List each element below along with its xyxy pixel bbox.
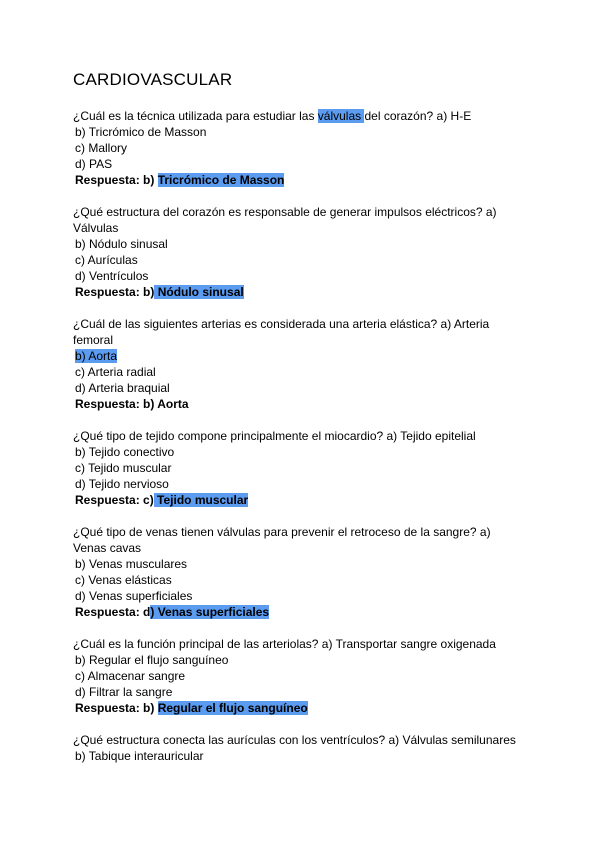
question-text: ¿Cuál de las siguientes arterias es considerada una arteria elástica? a) Arteria xyxy=(73,317,490,331)
option-c: c) Tejido muscular xyxy=(75,461,172,475)
answer-line: Respuesta: c) Tejido muscular xyxy=(75,493,249,507)
question-block xyxy=(73,316,540,412)
question-text-cont: Venas cavas xyxy=(73,541,142,555)
highlighted-option: b) Aorta xyxy=(75,349,118,363)
highlighted-answer: Tricrómico de Masson xyxy=(157,173,285,187)
question-text: ¿Qué tipo de venas tienen válvulas para prevenir el retroceso de la sangre? a) xyxy=(73,525,491,539)
question-block xyxy=(73,524,540,620)
option-c: c) Venas elásticas xyxy=(75,573,172,587)
option-c: c) Almacenar sangre xyxy=(75,669,186,683)
option-c: c) Arteria radial xyxy=(75,365,156,379)
question-text: ¿Qué tipo de tejido compone principalmente el miocardio? a) Tejido epitelial xyxy=(73,429,476,443)
option-d: d) Ventrículos xyxy=(75,269,149,283)
highlighted-answer: ) Venas superficiales xyxy=(150,605,270,619)
option-b: b) Regular el flujo sanguíneo xyxy=(75,653,229,667)
answer-line: Respuesta: b) Aorta xyxy=(75,397,189,411)
question-block xyxy=(73,428,540,508)
option-d: d) Tejido nervioso xyxy=(75,477,169,491)
question-text-cont: Válvulas xyxy=(73,221,119,235)
question-text: ¿Cuál es la técnica utilizada para estudiar las válvulas del corazón? a) H-E xyxy=(73,109,472,123)
option-b: b) Nódulo sinusal xyxy=(75,237,168,251)
option-b xyxy=(73,348,540,364)
highlighted-answer: Tejido muscular xyxy=(153,493,249,507)
answer-line: Respuesta: b) Regular el flujo sanguíneo xyxy=(75,701,308,715)
option-b: b) Tricrómico de Masson xyxy=(75,125,207,139)
highlighted-text: válvulas xyxy=(317,109,365,123)
highlighted-answer: Nódulo sinusal xyxy=(154,285,244,299)
option-b: b) Venas musculares xyxy=(75,557,188,571)
option-c: c) Mallory xyxy=(75,141,128,155)
highlighted-answer: Regular el flujo sanguíneo xyxy=(157,701,308,715)
question-block xyxy=(73,636,540,716)
document-title: CARDIOVASCULAR xyxy=(73,70,233,89)
question-text: ¿Cuál es la función principal de las arteriolas? a) Transportar sangre oxigenada xyxy=(73,637,496,651)
question-text: ¿Qué estructura conecta las aurículas con los ventrículos? a) Válvulas semilunares xyxy=(73,733,516,747)
option-d: d) Filtrar la sangre xyxy=(75,685,173,699)
option-d: d) PAS xyxy=(75,157,113,171)
question-block xyxy=(73,732,540,764)
option-b: b) Tabique interauricular xyxy=(75,749,204,763)
option-c: c) Aurículas xyxy=(75,253,138,267)
question-block xyxy=(73,108,540,188)
question-text: ¿Qué estructura del corazón es responsable de generar impulsos eléctricos? a) xyxy=(73,205,497,219)
option-d: d) Venas superficiales xyxy=(75,589,193,603)
option-d: d) Arteria braquial xyxy=(75,381,170,395)
answer-line: Respuesta: d) Venas superficiales xyxy=(75,605,270,619)
option-b: b) Tejido conectivo xyxy=(75,445,175,459)
answer-line: Respuesta: b) Nódulo sinusal xyxy=(75,285,244,299)
question-text-cont: femoral xyxy=(73,333,114,347)
question-block xyxy=(73,204,540,300)
answer-line: Respuesta: b) Tricrómico de Masson xyxy=(75,173,285,187)
